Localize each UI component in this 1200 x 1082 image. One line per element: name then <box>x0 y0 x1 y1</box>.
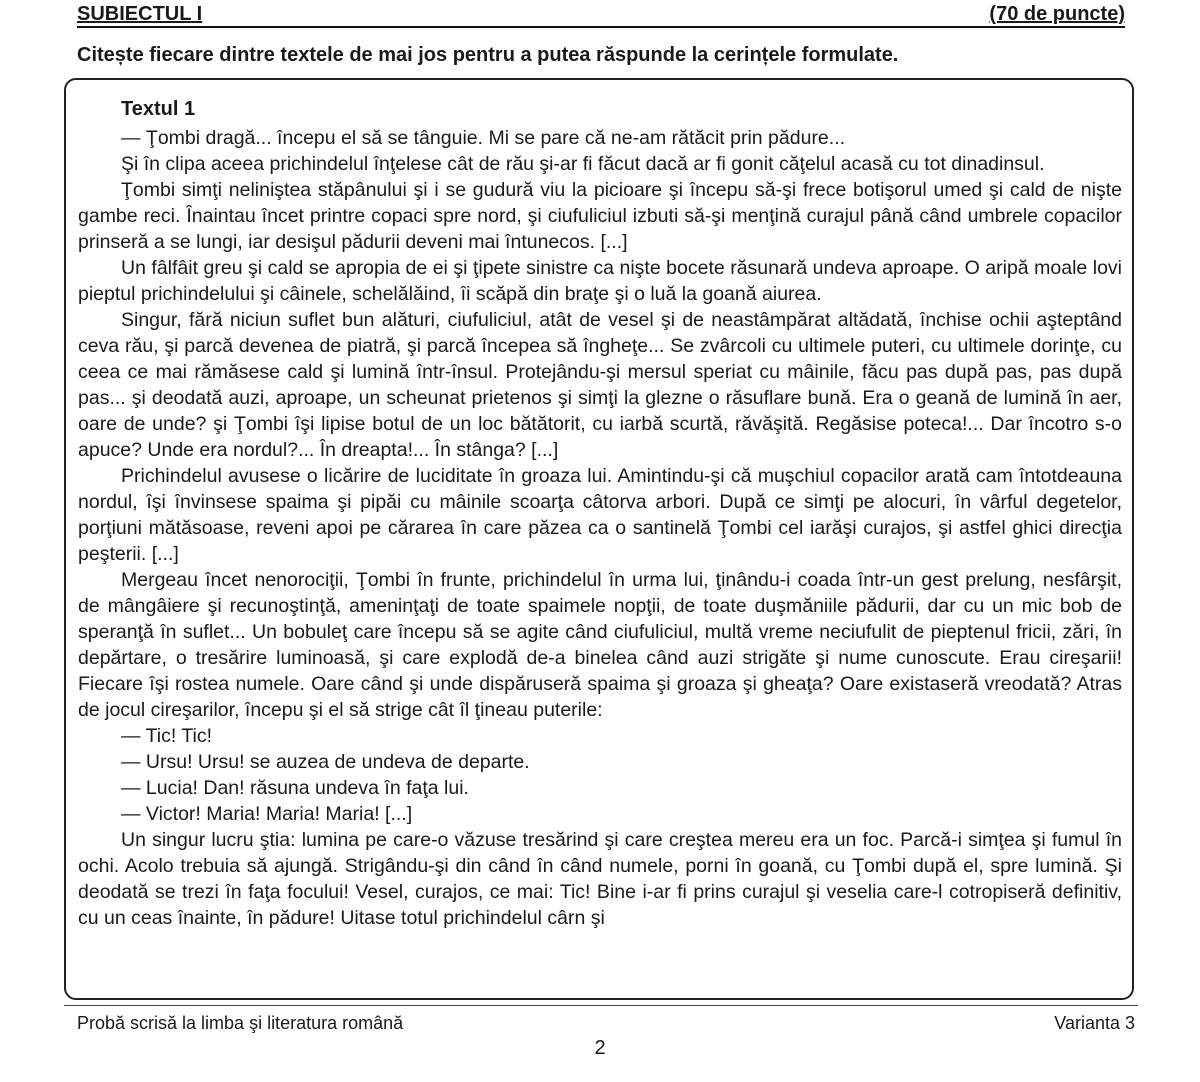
paragraph: — Ţombi dragă... începu el să se tânguie. Mi se pare că ne-am rătăcit prin pădure... <box>121 127 846 149</box>
text-title: Textul 1 <box>121 98 196 120</box>
paragraph: — Lucia! Dan! răsuna undeva în faţa lui. <box>121 777 469 799</box>
section-points: (70 de puncte) <box>989 3 1125 25</box>
paragraph: Mergeau încet nenorociţii, Ţombi în frunte, prichindelul în urma lui, ţinându-i coada într-un gest prelung, nesfârşit, de mângâiere şi recunoştinţă, ameninţaţi de toate spaimele nopţii, de toate duşmăniile pădurii, dar cu un mic bob de speranţă în suflet... Un bobuleţ care începu să se agite când ciufuliciul, multă vreme neciufulit de pieptenul fricii, zări, în depărtare, o tresărire luminoasă, şi care explodă de-a binelea când auzi strigăte şi nume cunoscute. Erau cireşarii! Fiecare îşi rostea numele. Oare când şi unde dispăruseră spaima şi groaza şi gheaţa? Oare existaseră vreodată? Atras de jocul cireşarilor, începu şi el să strige cât îl ţineau puterile: <box>78 569 1122 721</box>
page-number: 2 <box>594 1037 606 1059</box>
page-footer <box>77 1011 1135 1035</box>
section-header <box>77 2 1125 28</box>
paragraph: Un singur lucru ştia: lumina pe care-o văzuse tresărind şi care creştea mereu era un foc. Parcă-i simţea şi fumul în ochi. Acolo trebuia să ajungă. Strigându-şi din când în când numele, porni în goană, cu Ţombi după el, spre lumină. Şi deodată se trezi în faţa focului! Vesel, curajos, ce mai: Tic! Bine i-ar fi prins curajul şi veselia care-l cotropiseră definitiv, cu un ceas înainte, în pădure! Uitase totul prichindelul cârn şi <box>78 829 1122 929</box>
paragraph: — Tic! Tic! <box>121 725 213 747</box>
paragraph: Prichindelul avusese o licărire de luciditate în groaza lui. Amintindu-şi că muşchiul copacilor arată cam întotdeauna nordul, îşi învinsese spaima şi pipăi cu mâinile scoarţa câtorva arbori. După ce simţi pe alocuri, în vârful degetelor, porţiuni mătăsoase, reveni apoi pe cărarea în care păzea ca o santinelă Ţombi cel iarăşi curajos, şi astfel ghici direcţia peşterii. [...] <box>78 465 1122 565</box>
text-box <box>64 78 1134 1000</box>
footer-divider <box>64 1005 1138 1006</box>
paragraph: Şi în clipa aceea prichindelul înţelese cât de rău şi-ar fi făcut dacă ar fi gonit căţelul acasă cu tot dinadinsul. <box>121 153 1045 175</box>
footer-exam-name: Probă scrisă la limba şi literatura română <box>77 1013 404 1033</box>
footer-variant: Varianta 3 <box>1054 1013 1135 1033</box>
section-title: SUBIECTUL I <box>77 3 203 25</box>
paragraph: — Ursu! Ursu! se auzea de undeva de departe. <box>121 751 530 773</box>
instruction-text: Citește fiecare dintre textele de mai jos pentru a putea răspunde la cerințele formulate. <box>77 44 899 66</box>
paragraph: — Victor! Maria! Maria! Maria! [...] <box>121 803 413 825</box>
paragraph: Singur, fără niciun suflet bun alături, ciufuliciul, atât de vesel şi de neastâmpărat altădată, închise ochii aşteptând ceva rău, şi parcă devenea de piatră, şi parcă începea să îngheţe... Se zvârcoli cu ultimele puteri, cu ultimele dorinţe, cu ceea ce mai rămăsese cald şi lumină într-însul. Protejându-şi mersul speriat cu mâinile, făcu pas după pas, pas după pas... şi deodată auzi, aproape, un scheunat prietenos şi simţi la glezne o răsuflare bună. Era o geană de lumină în aer, oare de unde? şi Ţombi îşi lipise botul de un loc bătătorit, cu iarbă scurtă, răvăşită. Regăsise poteca!... Dar încotro s-o apuce? Unde era nordul?... În dreapta!... În stânga? [...] <box>78 309 1122 461</box>
paragraph: Un fâlfâit greu şi cald se apropia de ei şi ţipete sinistre ca nişte bocete răsunară undeva aproape. O aripă moale lovi pieptul prichindelului şi câinele, schelălăind, îi scăpă din braţe şi o luă la goană aiurea. <box>78 257 1122 305</box>
paragraph: Ţombi simţi neliniştea stăpânului şi i se gudură viu la picioare şi începu să-şi frece botişorul umed şi cald de nişte gambe reci. Înaintau încet printre copaci spre nord, şi ciufuliciul izbuti să-şi menţină curajul până când umbrele copacilor prinseră a se lungi, iar desişul pădurii deveni mai întunecos. [...] <box>78 179 1122 253</box>
